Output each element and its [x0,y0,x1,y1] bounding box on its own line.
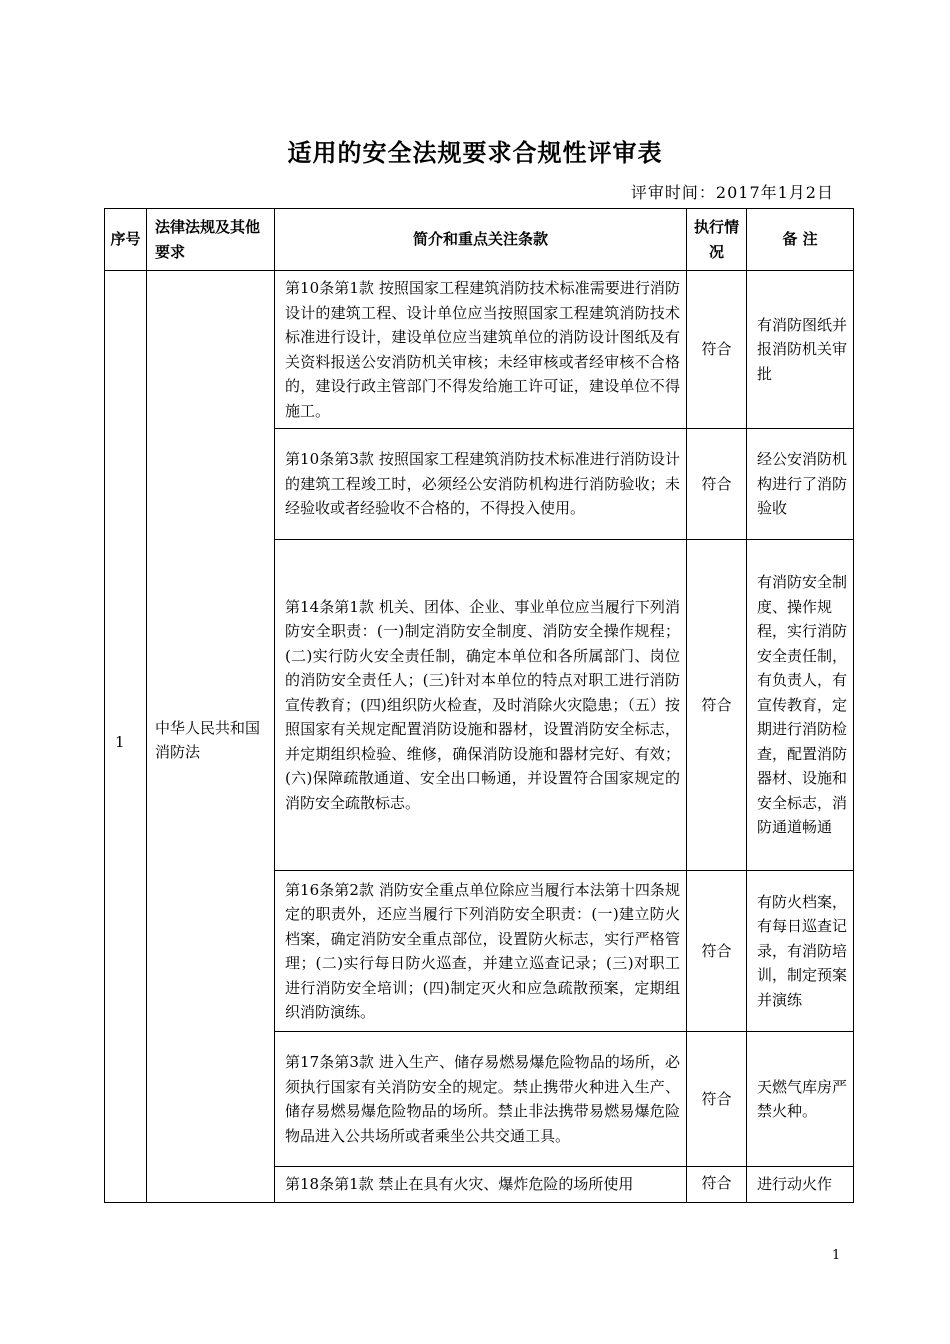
clause-text: 第10条第1款 按照国家工程建筑消防技术标准需要进行消防设计的建筑工程、设计单位应当按照国家工程建筑消防技术标准进行设计，建设单位应当建筑单位的消防设计图纸及有关资料报送公安消防机关审核；未经审核或者经审核不合格的，建设行政主管部门不得发给施工许可证，建设单位不得施工。 [275,271,687,429]
status-text: 符合 [687,429,747,540]
status-text: 符合 [687,540,747,871]
header-no: 序号 [105,209,147,271]
clause-text: 第18条第1款 禁止在具有火灾、爆炸危险的场所使用 [275,1167,687,1203]
note-text: 经公安消防机构进行了消防验收 [747,429,854,540]
clause-text: 第10条第3款 按照国家工程建筑消防技术标准进行消防设计的建筑工程竣工时，必须经公安消防机构进行消防验收；未经验收或者经验收不合格的，不得投入使用。 [275,429,687,540]
header-clause: 简介和重点关注条款 [275,209,687,271]
note-text: 天燃气库房严禁火种。 [747,1032,854,1167]
status-text: 符合 [687,871,747,1032]
page-number: 1 [832,1248,841,1263]
row-number: 1 [105,271,147,1203]
table-row [105,271,854,429]
note-text: 有消防安全制度、操作规程，实行消防安全责任制，有负责人，有宣传教育，定期进行消防检查，配置消防器材、设施和安全标志，消防通道畅通 [747,540,854,871]
note-text: 有消防图纸并报消防机关审批 [747,271,854,429]
compliance-table [104,208,854,1203]
header-status: 执行情况 [687,209,747,271]
header-row [105,209,854,271]
note-text: 有防火档案，有每日巡查记录，有消防培训，制定预案并演练 [747,871,854,1032]
clause-text: 第17条第3款 进入生产、储存易燃易爆危险物品的场所，必须执行国家有关消防安全的规定。禁止携带火种进入生产、储存易燃易爆危险物品的场所。禁止非法携带易燃易爆危险物品进入公共场所或者乘坐公共交通工具。 [275,1032,687,1167]
law-name: 中华人民共和国消防法 [147,271,275,1203]
review-date: 评审时间：2017年1月2日 [630,183,834,202]
header-note: 备 注 [747,209,854,271]
clause-text: 第14条第1款 机关、团体、企业、事业单位应当履行下列消防安全职责：(一)制定消防安全制度、消防安全操作规程；(二)实行防火安全责任制，确定本单位和各所属部门、岗位的消防安全责任人；(三)针对本单位的特点对职工进行消防宣传教育；(四)组织防火检查，及时消除火灾隐患；（五）按照国家有关规定配置消防设施和器材，设置消防安全标志，并定期组织检验、维修，确保消防设施和器材完好、有效；(六)保障疏散通道、安全出口畅通，并设置符合国家规定的消防安全疏散标志。 [275,540,687,871]
note-text: 进行动火作 [747,1167,854,1203]
page-title: 适用的安全法规要求合规性评审表 [287,139,663,167]
header-law: 法律法规及其他要求 [147,209,275,271]
status-text: 符合 [687,1167,747,1203]
status-text: 符合 [687,1032,747,1167]
clause-text: 第16条第2款 消防安全重点单位除应当履行本法第十四条规定的职责外，还应当履行下列消防安全职责：(一)建立防火档案，确定消防安全重点部位，设置防火标志，实行严格管理；(二)实行每日防火巡查，并建立巡查记录；(三)对职工进行消防安全培训；(四)制定灭火和应急疏散预案，定期组织消防演练。 [275,871,687,1032]
status-text: 符合 [687,271,747,429]
